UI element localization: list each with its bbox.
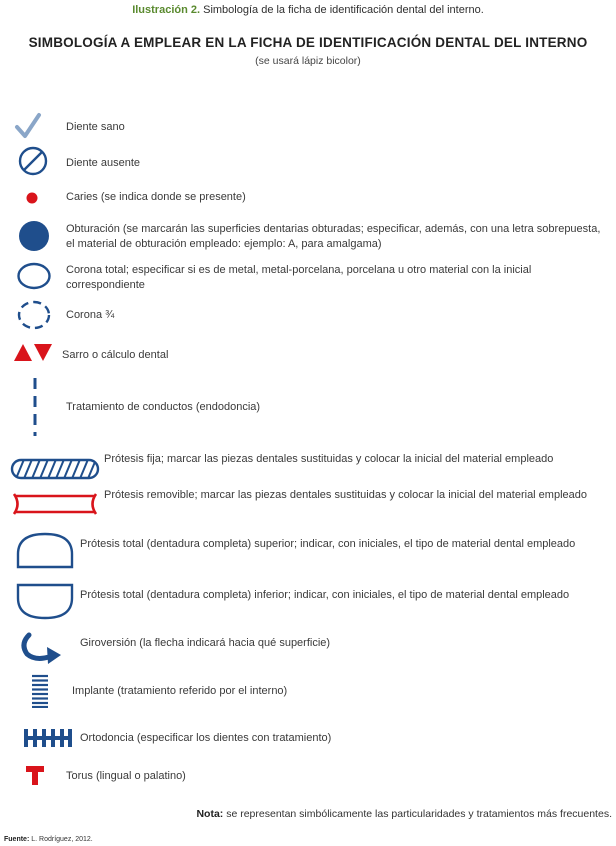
caption-text: Simbología de la ficha de identificación dental del interno. [203, 4, 484, 16]
red-t-icon [23, 763, 47, 787]
legend-item-endodoncia: Tratamiento de conductos (endodoncia) [66, 401, 261, 413]
blue-oval-icon [16, 261, 52, 291]
red-triangles-icon [12, 341, 54, 363]
legend-item-protesis-total-superior: Prótesis total (dentadura completa) superior; indicar, con iniciales, el tipo de material dental empleado [80, 538, 576, 550]
figure-caption [0, 4, 616, 16]
legend-item-protesis-removible: Prótesis removible; marcar las piezas dentales sustituidas y colocar la inicial del material empleado [104, 489, 587, 501]
legend-item-corona-total: Corona total; especificar si es de metal, metal-porcelana, porcelana u otro material con la inicial correspondiente [66, 264, 532, 291]
legend-item-diente-sano: Diente sano [66, 121, 125, 133]
legend-item-obturacion: Obturación (se marcarán las superficies dentarias obturadas; especificar, además, con una letra sobrepuesta, el material de obturación empleado: ejemplo: A, para amalgama) [66, 223, 601, 250]
dashed-circle-icon [16, 299, 52, 331]
orthodontic-brackets-icon [22, 727, 74, 749]
legend-item-diente-ausente: Diente ausente [66, 157, 140, 169]
source-text: L. Rodríguez, 2012. [31, 836, 93, 843]
page-title: SIMBOLOGÍA A EMPLEAR EN LA FICHA DE IDENTIFICACIÓN DENTAL DEL INTERNO [28, 35, 588, 50]
legend-item-protesis-total-inferior: Prótesis total (dentadura completa) inferior; indicar, con iniciales, el tipo de material dental empleado [80, 589, 570, 601]
upper-arch-icon [15, 530, 75, 570]
footnote-label: Nota: [196, 808, 224, 820]
slashed-circle-icon [17, 145, 49, 177]
legend-item-giroversion: Giroversión (la flecha indicará hacia qué superficie) [80, 637, 331, 649]
source-line [4, 836, 93, 843]
filled-blue-circle-icon [17, 219, 51, 253]
check-icon [14, 112, 42, 140]
legend-item-corona-tres-cuartos: Corona ¾ [66, 309, 115, 321]
dashed-vertical-line-icon [30, 376, 40, 438]
stacked-lines-icon [30, 674, 50, 708]
source-label: Fuente: [4, 836, 30, 843]
page-subtitle: (se usará lápiz bicolor) [255, 55, 361, 67]
red-dot-icon [24, 190, 40, 206]
legend-item-protesis-fija: Prótesis fija; marcar las piezas dentales sustituidas y colocar la inicial del material empleado [104, 453, 554, 465]
legend-item-sarro: Sarro o cálculo dental [62, 349, 169, 361]
hatched-capsule-icon [9, 457, 101, 481]
footnote-text: se representan simbólicamente las particularidades y tratamientos más frecuentes. [226, 808, 612, 820]
legend-item-caries: Caries (se indica donde se presente) [66, 191, 246, 203]
legend-item-torus: Torus (lingual o palatino) [66, 770, 186, 782]
curved-arrow-icon [21, 632, 67, 664]
legend-item-implante: Implante (tratamiento referido por el interno) [72, 685, 288, 697]
red-bracket-bar-icon [11, 491, 99, 517]
legend-item-ortodoncia: Ortodoncia (especificar los dientes con tratamiento) [80, 732, 332, 744]
caption-label: Ilustración 2. [132, 4, 201, 16]
footnote [196, 808, 612, 820]
lower-arch-icon [15, 582, 75, 622]
